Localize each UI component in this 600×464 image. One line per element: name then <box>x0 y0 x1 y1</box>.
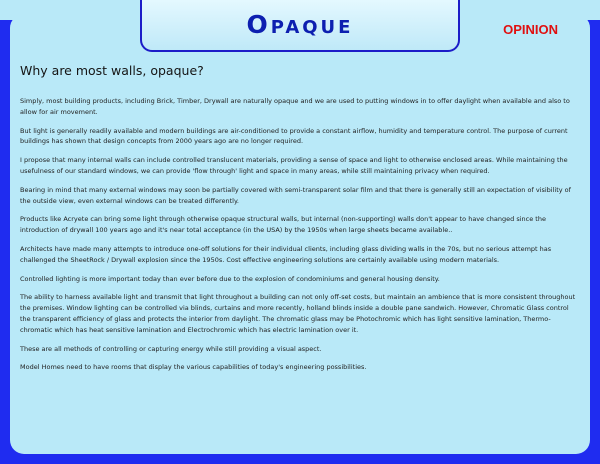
page-title: Opaque <box>246 10 354 39</box>
paragraph-1: Simply, most building products, including Brick, Timber, Drywall are naturally opaque and we are used to putting windows in to offer daylight when available and also to allow for air movement. <box>20 97 570 116</box>
opinion-label: OPINION <box>503 22 558 37</box>
paragraph-4: Bearing in mind that many external windows may soon be partially covered with semi-transparent solar film and that there is generally still an expectation of visibility of the outside view, even external windows can be treated differently. <box>20 185 571 205</box>
paragraph-9: These are all methods of controlling or capturing energy while still providing a visual aspect. <box>20 344 322 353</box>
paragraph-3: I propose that many internal walls can include controlled translucent materials, providing a sense of space and light to otherwise enclosed areas. While maintaining the usefulness of our standard windows, we can provide 'flow through' light and space in many areas, while still maintaining privacy when required. <box>20 156 568 175</box>
paragraph-5: Products like Acryete can bring some light through otherwise opaque structural walls, but internal (non-supporting) walls don't appear to have changed since the introduction of drywall 100 years ago and it's near total acceptance (in the USA) by the 1950s when large sheets became available.. <box>20 215 546 235</box>
paragraph-2: But light is generally readily available and modern buildings are air-conditioned to provide a constant airflow, humidity and temperature control. The purpose of current buildings has shown that design concepts from 2000 years ago are no longer required. <box>20 126 568 146</box>
paragraph-10: Model Homes need to have rooms that display the various capabilities of today's engineering possibilities. <box>20 363 367 372</box>
paragraph-7: Controlled lighting is more important today than ever before due to the explosion of condominiums and general housing density. <box>20 274 440 283</box>
article-heading: Why are most walls, opaque? <box>20 63 204 78</box>
paragraph-8: The ability to harness available light and transmit that light throughout a building can not only off-set costs, but maintain an ambience that is more consistent throughout the premises. Window lighting can be controlled via blinds, curtains and more recently, holland blinds inside a double pane sandwich. However, Chromatic Glass control the transparent efficiency of glass and protects the interior from daylight. The chromatic glass may be Photochromic which has light sensitive lamination, Thermo-chromatic which has heat sensitive lamination and Electrochromic which has electric lamination over it. <box>20 293 576 334</box>
paragraph-6: Architects have made many attempts to introduce one-off solutions for their individual clients, including glass dividing walls in the 70s, but no serious attempt has challenged the SheetRock / Drywall explosion since the 1950s. Cost effective engineering solutions are certainly available using modern materials. <box>20 244 552 264</box>
title-tab <box>140 0 460 52</box>
article-body <box>20 96 576 381</box>
